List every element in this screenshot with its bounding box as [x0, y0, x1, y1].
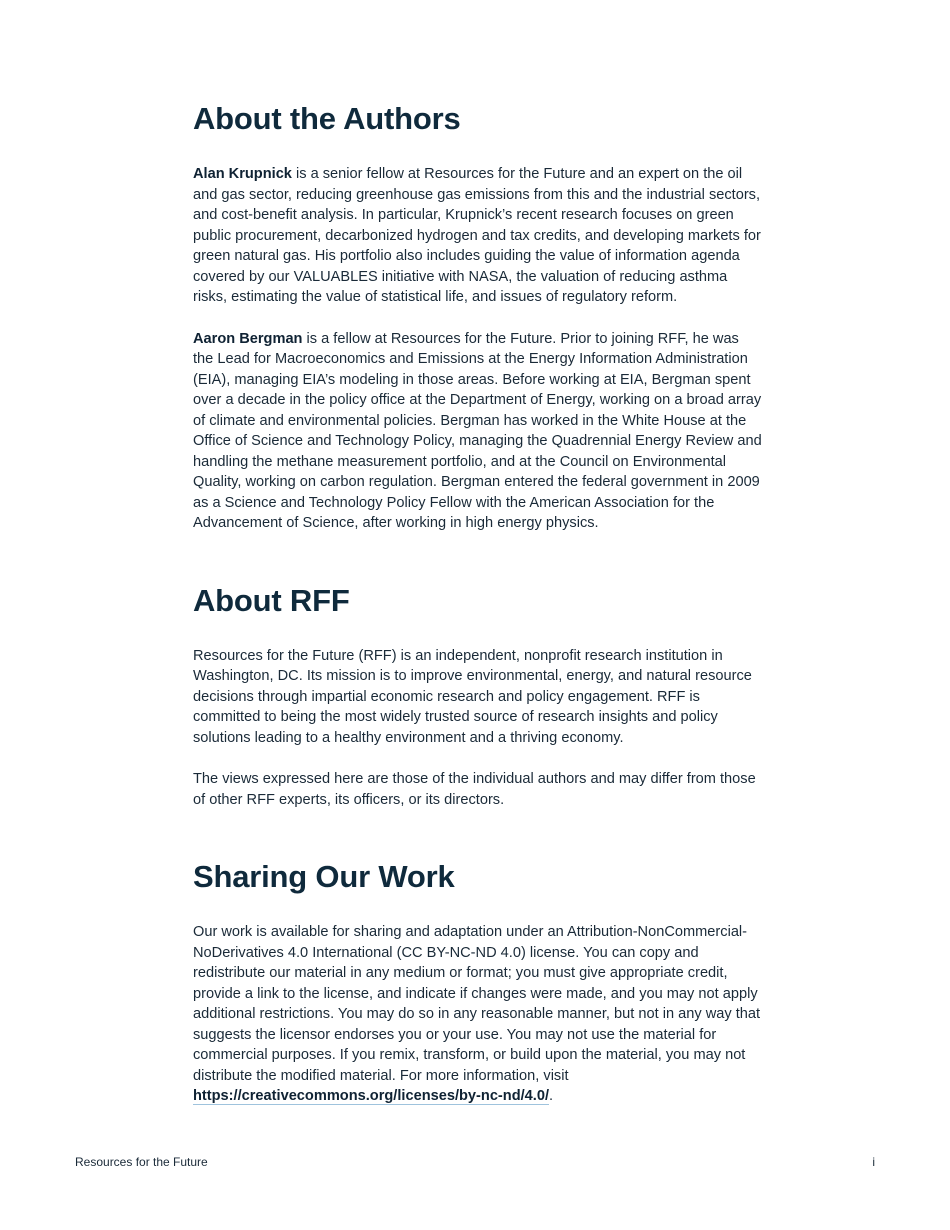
sharing-section [193, 858, 763, 1107]
sharing-heading: Sharing Our Work [193, 859, 455, 894]
about-authors-heading: About the Authors [193, 101, 461, 136]
sharing-paragraph [193, 922, 763, 1107]
about-authors-section [193, 100, 763, 534]
license-link[interactable]: https://creativecommons.org/licenses/by-nc-nd/4.0/ [193, 1088, 550, 1104]
page-number: i [872, 1155, 875, 1169]
sharing-trailing: . [549, 1088, 554, 1104]
krupnick-name: Alan Krupnick [193, 166, 292, 182]
about-rff-heading: About RFF [193, 582, 350, 618]
krupnick-bio: is a senior fellow at Resources for the Future and an expert on the oil and gas sector, reducing greenhouse gas emissions from this and the industrial sectors, and cost-benefit analysis. In particular, Krupnick’s recent research focuses on green public procurement, decarbonized hydrogen and tax credits, and developing markets for green natural gas. His portfolio also includes guiding the value of information agenda covered by our VALUABLES initiative with NASA, the valuation of reducing asthma risks, estimating the value of statistical life, and issues of regulatory reform. [193, 166, 761, 305]
krupnick-bio-paragraph [193, 164, 763, 308]
sharing-text: Our work is available for sharing and adaptation under an Attribution-NonCommercial-NoDerivatives 4.0 International (CC BY-NC-ND 4.0) license. You can copy and redistribute our material in any medium or format; you must give appropriate credit, provide a link to the license, and indicate if changes were made, and you may not apply additional restrictions. You may do so in any reasonable manner, but not in any way that suggests the licensor endorses you or your use. You may not use the material for commercial purposes. If you remix, transform, or build upon the material, you may not distribute the modified material. For more information, visit [193, 924, 761, 1084]
footer-publisher: Resources for the Future [75, 1155, 208, 1169]
rff-mission-paragraph: Resources for the Future (RFF) is an independent, nonprofit research institution in Washington, DC. Its mission is to improve environmental, energy, and natural resource decisions through impartial economic research and policy engagement. RFF is committed to being the most widely trusted source of research insights and policy solutions leading to a healthy environment and a thriving economy. [193, 647, 752, 746]
bergman-name: Aaron Bergman [193, 330, 303, 347]
bergman-bio-paragraph [193, 329, 763, 534]
bergman-bio: is a fellow at Resources for the Future. Prior to joining RFF, he was the Lead for Macroeconomics and Emissions at the Energy Information Administration (EIA), managing EIA’s modeling in those areas. Before working at EIA, Bergman spent over a decade in the policy office at the Department of Energy, working on a broad array of climate and environmental policies. Bergman has worked in the White House at the Office of Science and Technology Policy, managing the Quadrennial Energy Review and handling the methane measurement portfolio, and at the Council on Environmental Quality, working on carbon regulation. Bergman entered the federal government in 2009 as a Science and Technology Policy Fellow with the American Association for the Advancement of Science, after working in high energy physics. [193, 330, 762, 531]
rff-disclaimer-paragraph: The views expressed here are those of the individual authors and may differ from those of other RFF experts, its officers, or its directors. [193, 771, 756, 808]
page-content [193, 100, 763, 1107]
about-rff-section [193, 582, 763, 811]
